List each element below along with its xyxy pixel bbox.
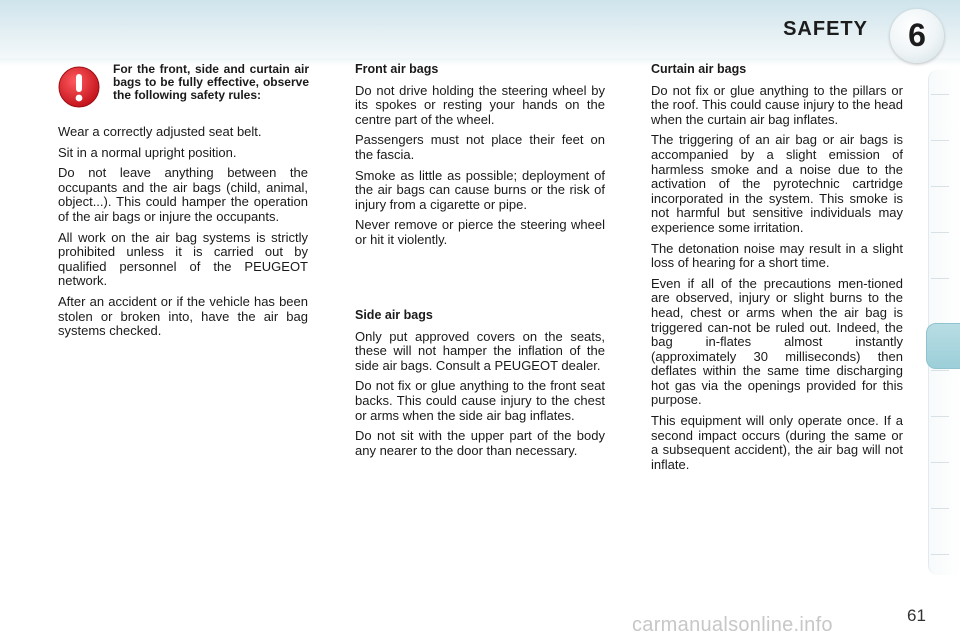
section-heading: Curtain air bags — [651, 62, 747, 76]
section-heading: Front air bags — [355, 62, 439, 76]
paragraph: Even if all of the precautions men-tioned are observed, injury or slight burns to the head, chest or arms when the air bag is triggered can-not be ruled out. Indeed, the bag in-flates almost instantly (approximately 30 milliseconds) then deflates within the same time discharging hot gas via the openings provided for this purpose. — [651, 275, 903, 408]
warning-text: For the front, side and curtain air bags to be fully effective, observe the following safety rules: — [113, 62, 309, 102]
paragraph: Sit in a normal upright position. — [58, 144, 237, 160]
curtain-air-bags-section — [651, 62, 903, 478]
paragraph: The detonation noise may result in a slight loss of hearing for a short time. — [651, 240, 903, 271]
paragraph: After an accident or if the vehicle has been stolen or broken into, have the air bag systems checked. — [58, 293, 308, 339]
paragraph: All work on the air bag systems is strictly prohibited unless it is carried out by qualified personnel of the PEUGEOT network. — [58, 229, 308, 289]
paragraph: This equipment will only operate once. If a second impact occurs (during the same or a subsequent accident), the air bag will not inflate. — [651, 413, 903, 472]
paragraph: Passengers must not place their feet on the fascia. — [355, 132, 605, 162]
paragraph: Never remove or pierce the steering wheel or hit it violently. — [355, 217, 605, 247]
tab-divider — [931, 140, 949, 141]
paragraph: Do not drive holding the steering wheel by its spokes or resting your hands on the centre part of the wheel. — [355, 82, 605, 127]
tab-divider — [931, 554, 949, 555]
watermark: carmanualsonline.info — [632, 614, 833, 636]
tab-divider — [931, 462, 949, 463]
tab-divider — [931, 186, 949, 187]
side-air-bags-section — [355, 308, 605, 464]
paragraph: Do not sit with the upper part of the body any nearer to the door than necessary. — [355, 428, 605, 458]
tab-divider — [931, 232, 949, 233]
page-number: 61 — [907, 606, 926, 625]
paragraph: Only put approved covers on the seats, these will not hamper the inflation of the side air bags. Consult a PEUGEOT dealer. — [355, 328, 605, 373]
paragraph: Do not fix or glue anything to the pillars or the roof. This could cause injury to the head when the curtain air bag inflates. — [651, 82, 903, 127]
exclamation-icon — [58, 66, 100, 108]
tab-divider — [931, 508, 949, 509]
paragraph: Smoke as little as possible; deployment of the air bags can cause burns or the risk of injury from a cigarette or pipe. — [355, 167, 605, 212]
paragraph: Do not fix or glue anything to the front seat backs. This could cause injury to the chest or arms when the side air bag inflates. — [355, 378, 605, 423]
tab-divider — [931, 370, 949, 371]
page-title: SAFETY — [783, 18, 868, 40]
chapter-badge — [890, 9, 944, 63]
section-heading: Side air bags — [355, 308, 433, 322]
chapter-number: 6 — [908, 17, 926, 53]
general-rules-column — [58, 125, 308, 345]
front-air-bags-section — [355, 62, 605, 254]
tab-divider — [931, 416, 949, 417]
paragraph: The triggering of an air bag or air bags is accompanied by a slight emission of harmless smoke and a noise due to the activation of the pyrotechnic cartridge incorporated in the system. This smoke is not harmful but sensitive individuals may experience some irritation. — [651, 132, 903, 235]
chapter-tab-active[interactable] — [926, 323, 960, 369]
tab-divider — [931, 94, 949, 95]
paragraph: Do not leave anything between the occupants and the air bags (child, animal, object...). This could hamper the operation of the air bags or injure the occupants. — [58, 165, 308, 224]
tab-divider — [931, 278, 949, 279]
paragraph: Wear a correctly adjusted seat belt. — [58, 124, 262, 139]
